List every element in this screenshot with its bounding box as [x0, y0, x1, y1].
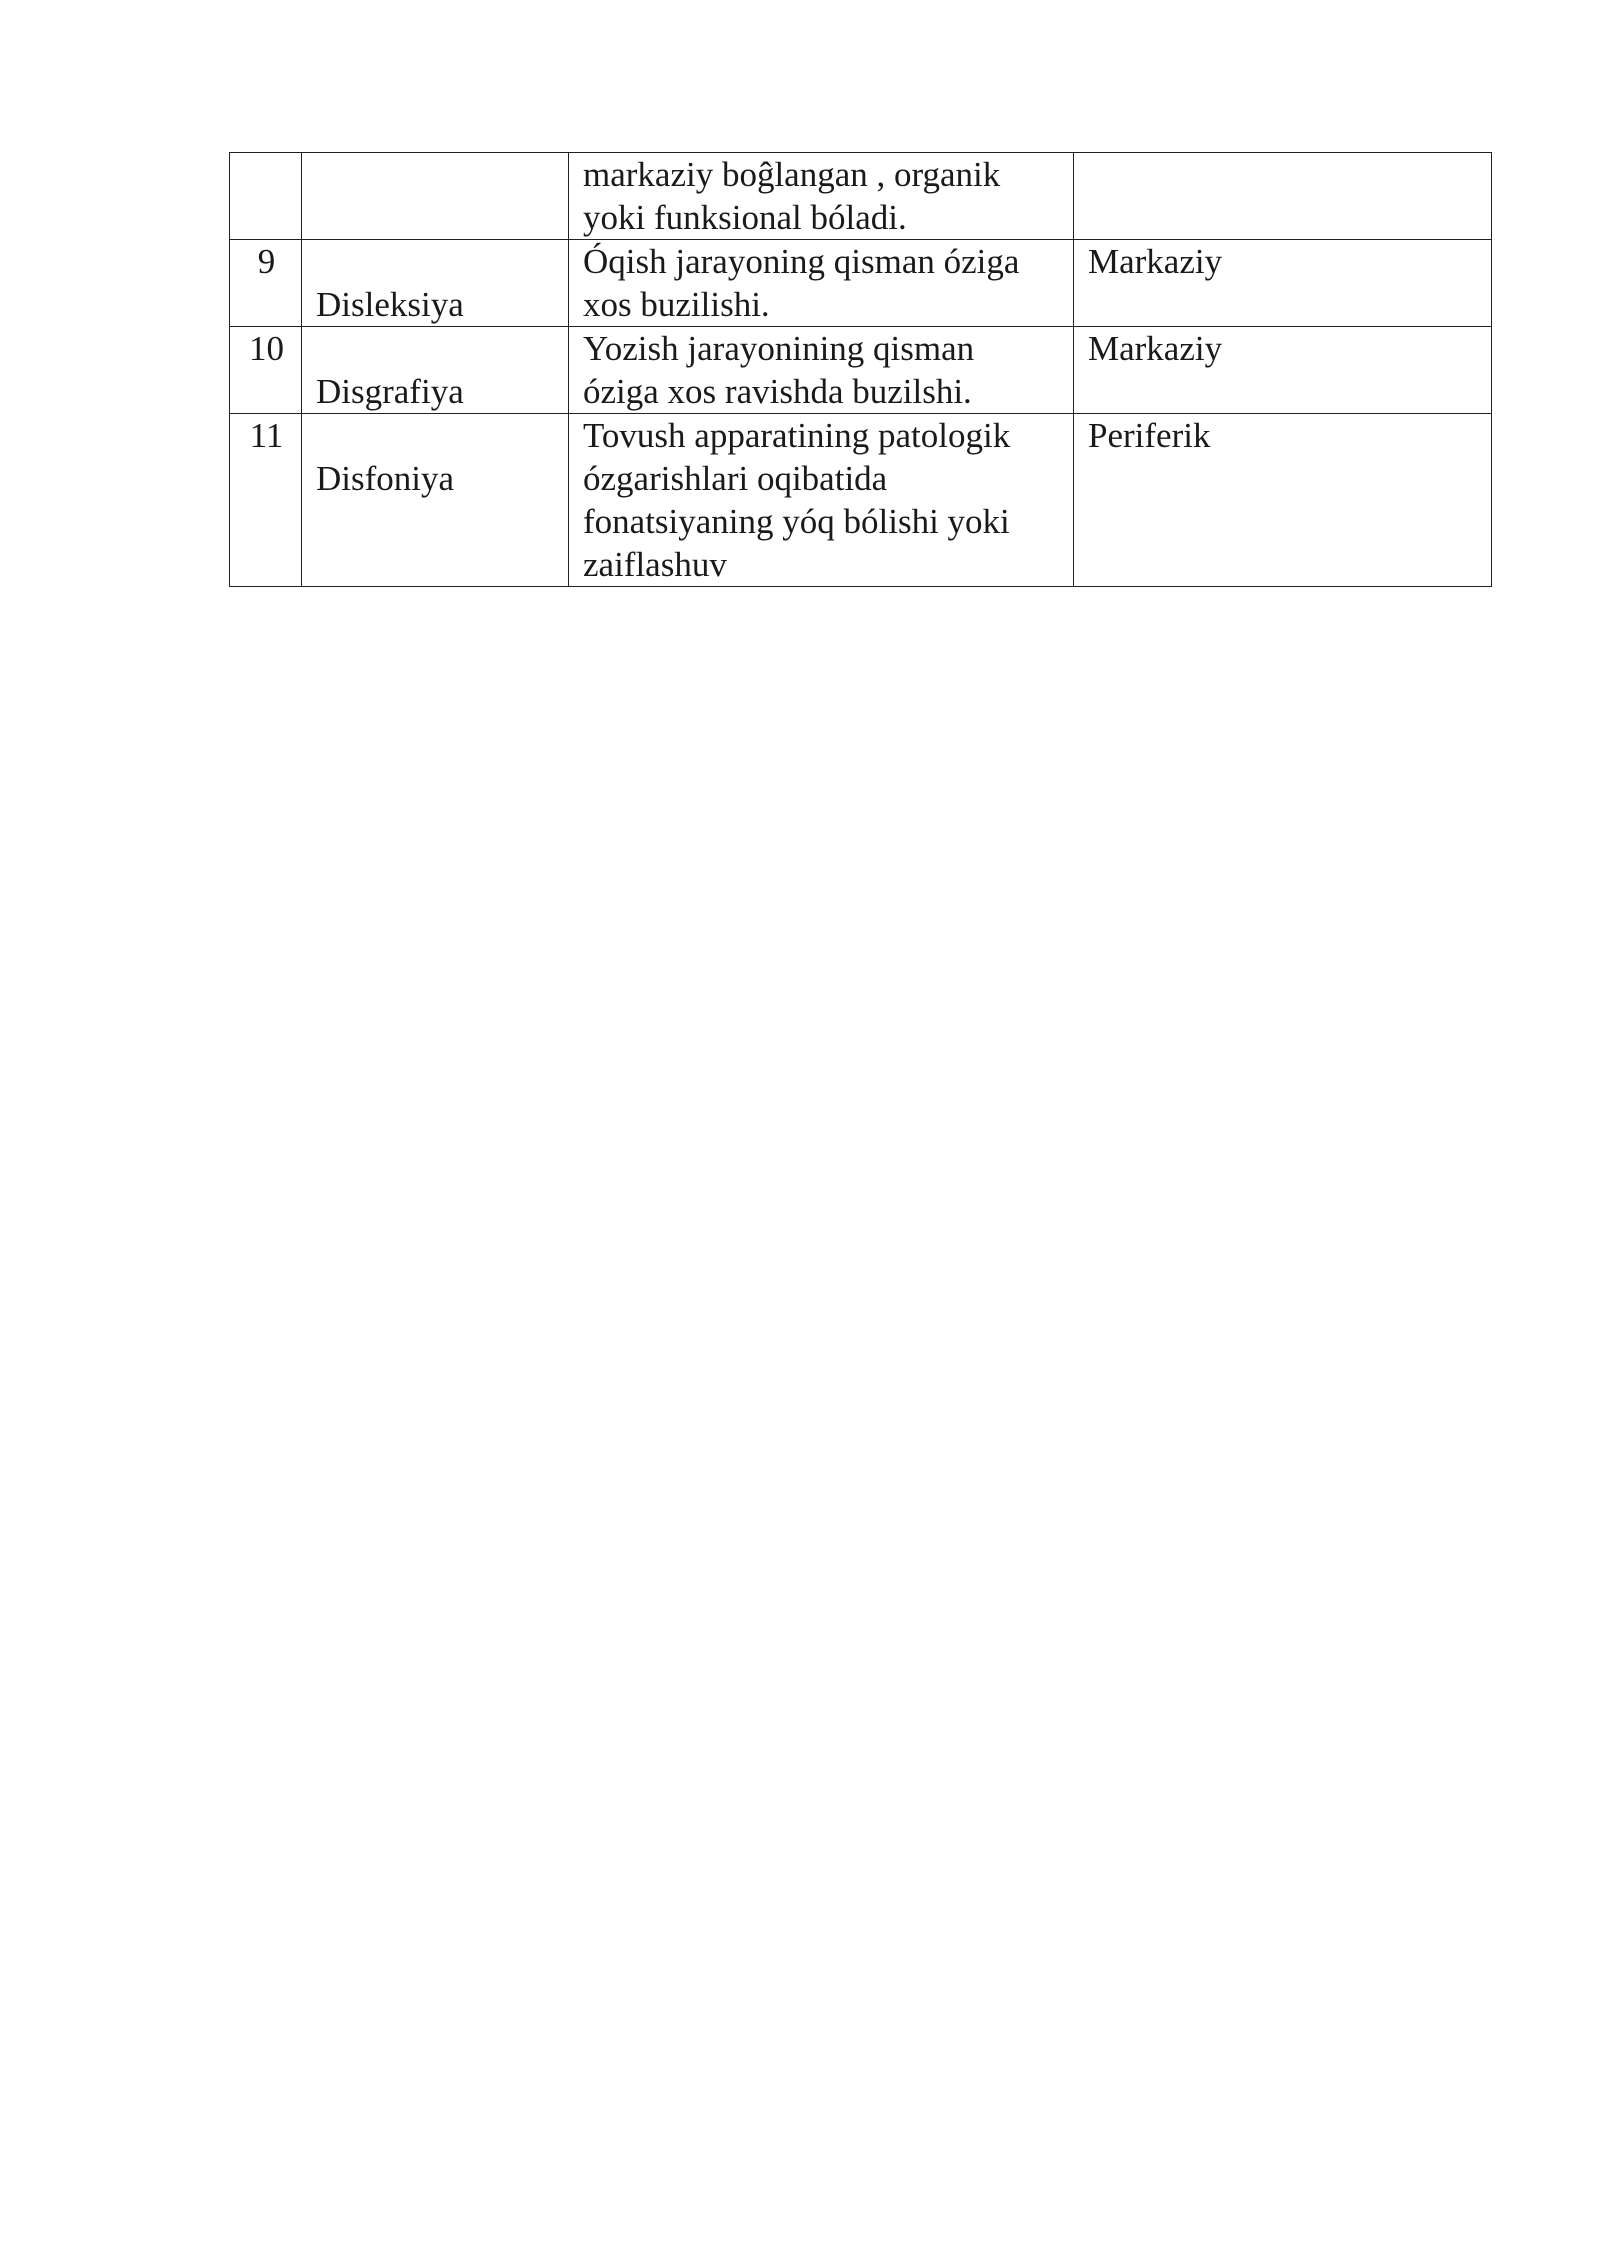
- type-cell: Markaziy: [1074, 327, 1492, 414]
- description-line: óziga xos ravishda buzilshi.: [583, 372, 972, 411]
- term-cell: [302, 240, 569, 327]
- description-line: markaziy boĝlangan , organik: [583, 155, 1001, 194]
- description-line: Yozish jarayonining qisman: [583, 329, 975, 368]
- description-cell: [569, 153, 1074, 240]
- term-text: Disleksiya: [316, 285, 464, 324]
- description-cell: [569, 327, 1074, 414]
- table-row: [230, 153, 1492, 240]
- description-line: xos buzilishi.: [583, 285, 770, 324]
- row-number-cell: [230, 153, 302, 240]
- disorders-table: [229, 152, 1492, 587]
- type-cell: Periferik: [1074, 414, 1492, 587]
- row-number-cell: 9: [230, 240, 302, 327]
- term-cell: [302, 414, 569, 587]
- row-number-cell: 10: [230, 327, 302, 414]
- description-line: ózgarishlari oqibatida: [583, 459, 888, 498]
- description-cell: [569, 414, 1074, 587]
- table-row: [230, 240, 1492, 327]
- description-line: Óqish jarayoning qisman óziga: [583, 242, 1020, 281]
- row-number-cell: 11: [230, 414, 302, 587]
- term-cell: [302, 153, 569, 240]
- description-line: Tovush apparatining patologik: [583, 416, 1011, 455]
- description-line: yoki funksional bóladi.: [583, 198, 907, 237]
- description-line: zaiflashuv: [583, 545, 727, 584]
- term-text: Disgrafiya: [316, 372, 464, 411]
- term-cell: [302, 327, 569, 414]
- table-row: [230, 414, 1492, 587]
- table-row: [230, 327, 1492, 414]
- type-cell: [1074, 153, 1492, 240]
- description-line: fonatsiyaning yóq bólishi yoki: [583, 502, 1010, 541]
- description-cell: [569, 240, 1074, 327]
- type-cell: Markaziy: [1074, 240, 1492, 327]
- term-text: Disfoniya: [316, 459, 455, 498]
